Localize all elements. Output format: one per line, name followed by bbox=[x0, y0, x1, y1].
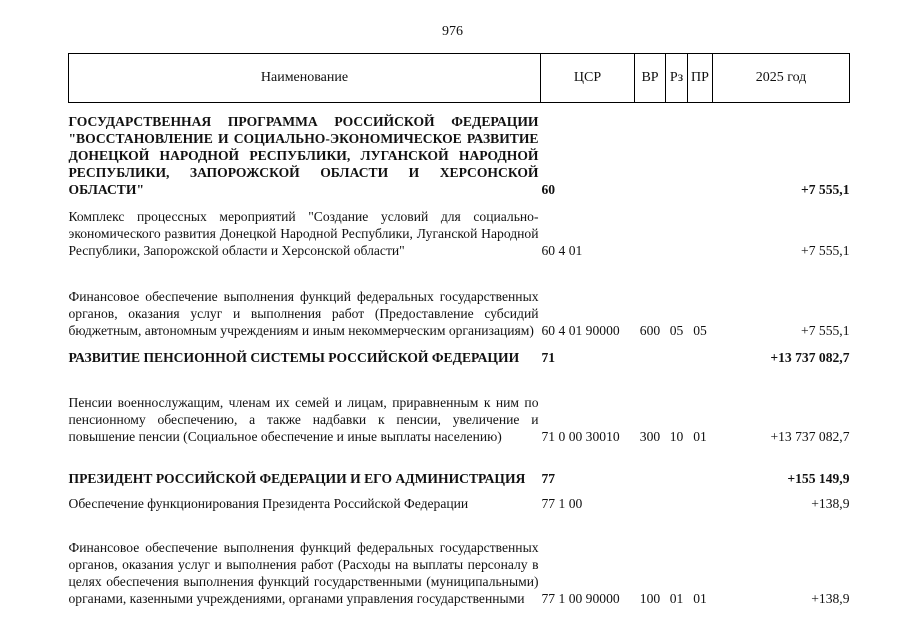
header-vr: ВР bbox=[635, 54, 666, 103]
row-name: Финансовое обеспечение выполнения функций федеральных государственных органов, оказания услуг и выполнения работ (Предоставление субсидий бюджетным, автономным учреждениям и иным некоммерческим организациям) bbox=[68, 289, 539, 338]
row-csr: 71 0 00 30010 bbox=[541, 429, 620, 444]
row-amount: +155 149,9 bbox=[787, 471, 850, 486]
row-pr bbox=[688, 445, 713, 487]
table-row bbox=[69, 198, 850, 259]
table-row bbox=[69, 487, 850, 512]
row-rz bbox=[666, 198, 688, 259]
row-pr bbox=[688, 103, 713, 199]
page-number: 976 bbox=[442, 24, 463, 39]
table-row bbox=[69, 445, 850, 487]
budget-table bbox=[68, 53, 850, 607]
row-amount: +138,9 bbox=[811, 496, 850, 511]
row-amount: +138,9 bbox=[811, 591, 850, 606]
row-csr: 71 bbox=[541, 350, 556, 365]
row-csr: 77 1 00 90000 bbox=[541, 591, 620, 606]
row-csr: 77 bbox=[541, 471, 556, 486]
row-name: РАЗВИТИЕ ПЕНСИОННОЙ СИСТЕМЫ РОССИЙСКОЙ ФЕДЕРАЦИИ bbox=[68, 350, 520, 365]
row-csr: 60 bbox=[541, 182, 556, 197]
row-pr: 01 bbox=[693, 429, 707, 444]
row-name: Комплекс процессных мероприятий "Создание условий для социально-экономического развития Донецкой Народной Республики, Луганской Народной Республики, Запорожской области и Херсонской области" bbox=[68, 209, 539, 258]
header-csr: ЦСР bbox=[541, 54, 635, 103]
row-name: ГОСУДАРСТВЕННАЯ ПРОГРАММА РОССИЙСКОЙ ФЕДЕРАЦИИ "ВОССТАНОВЛЕНИЕ И СОЦИАЛЬНО-ЭКОНОМИЧЕСКОЕ РАЗВИТИЕ ДОНЕЦКОЙ НАРОДНОЙ РЕСПУБЛИКИ, ЛУГАНСКОЙ НАРОДНОЙ РЕСПУБЛИКИ, ЗАПОРОЖСКОЙ ОБЛАСТИ И ХЕРСОНСКОЙ ОБЛАСТИ" bbox=[68, 114, 539, 197]
row-vr: 600 bbox=[639, 323, 661, 338]
row-vr bbox=[635, 198, 666, 259]
row-rz bbox=[666, 487, 688, 512]
header-year: 2025 год bbox=[713, 54, 850, 103]
table-row bbox=[69, 259, 850, 339]
row-pr bbox=[688, 339, 713, 366]
row-pr bbox=[688, 198, 713, 259]
row-rz: 05 bbox=[669, 323, 684, 338]
row-name: Пенсии военнослужащим, членам их семей и лицам, приравненным к ним по пенсионному обеспечению, а также надбавки к пенсии, увеличение и повышение пенсии (Социальное обеспечение и иные выплаты населению) bbox=[68, 395, 539, 444]
row-vr bbox=[635, 339, 666, 366]
row-pr: 05 bbox=[693, 323, 707, 338]
row-name: Обеспечение функционирования Президента Российской Федерации bbox=[68, 496, 469, 511]
row-vr bbox=[635, 103, 666, 199]
row-rz bbox=[666, 103, 688, 199]
row-amount: +13 737 082,7 bbox=[770, 429, 850, 444]
row-rz bbox=[666, 445, 688, 487]
row-vr bbox=[635, 487, 666, 512]
header-pr: ПР bbox=[688, 54, 713, 103]
table-row bbox=[69, 103, 850, 199]
row-amount: +7 555,1 bbox=[801, 323, 850, 338]
row-pr: 01 bbox=[693, 591, 707, 606]
row-vr: 100 bbox=[639, 591, 661, 606]
row-csr: 60 4 01 bbox=[541, 243, 583, 258]
table-row bbox=[69, 512, 850, 607]
table-row bbox=[69, 366, 850, 445]
table-header-row bbox=[69, 54, 850, 103]
table-row bbox=[69, 339, 850, 366]
row-vr: 300 bbox=[639, 429, 661, 444]
row-amount: +7 555,1 bbox=[800, 182, 850, 197]
row-name: ПРЕЗИДЕНТ РОССИЙСКОЙ ФЕДЕРАЦИИ И ЕГО АДМИНИСТРАЦИЯ bbox=[68, 471, 526, 486]
row-csr: 60 4 01 90000 bbox=[541, 323, 620, 338]
row-rz: 10 bbox=[669, 429, 684, 444]
row-rz bbox=[666, 339, 688, 366]
row-pr bbox=[688, 487, 713, 512]
row-rz: 01 bbox=[669, 591, 684, 606]
header-rz: Рз bbox=[666, 54, 688, 103]
header-name: Наименование bbox=[69, 54, 541, 103]
row-amount: +13 737 082,7 bbox=[770, 350, 850, 365]
row-name: Финансовое обеспечение выполнения функций федеральных государственных органов, оказания услуг и выполнения работ (Расходы на выплаты персоналу в целях обеспечения выполнения функций государственными (муниципальными) органами, казенными учреждениями, органами управления государственными bbox=[68, 540, 539, 606]
row-amount: +7 555,1 bbox=[801, 243, 850, 258]
row-csr: 77 1 00 bbox=[541, 496, 583, 511]
row-vr bbox=[635, 445, 666, 487]
